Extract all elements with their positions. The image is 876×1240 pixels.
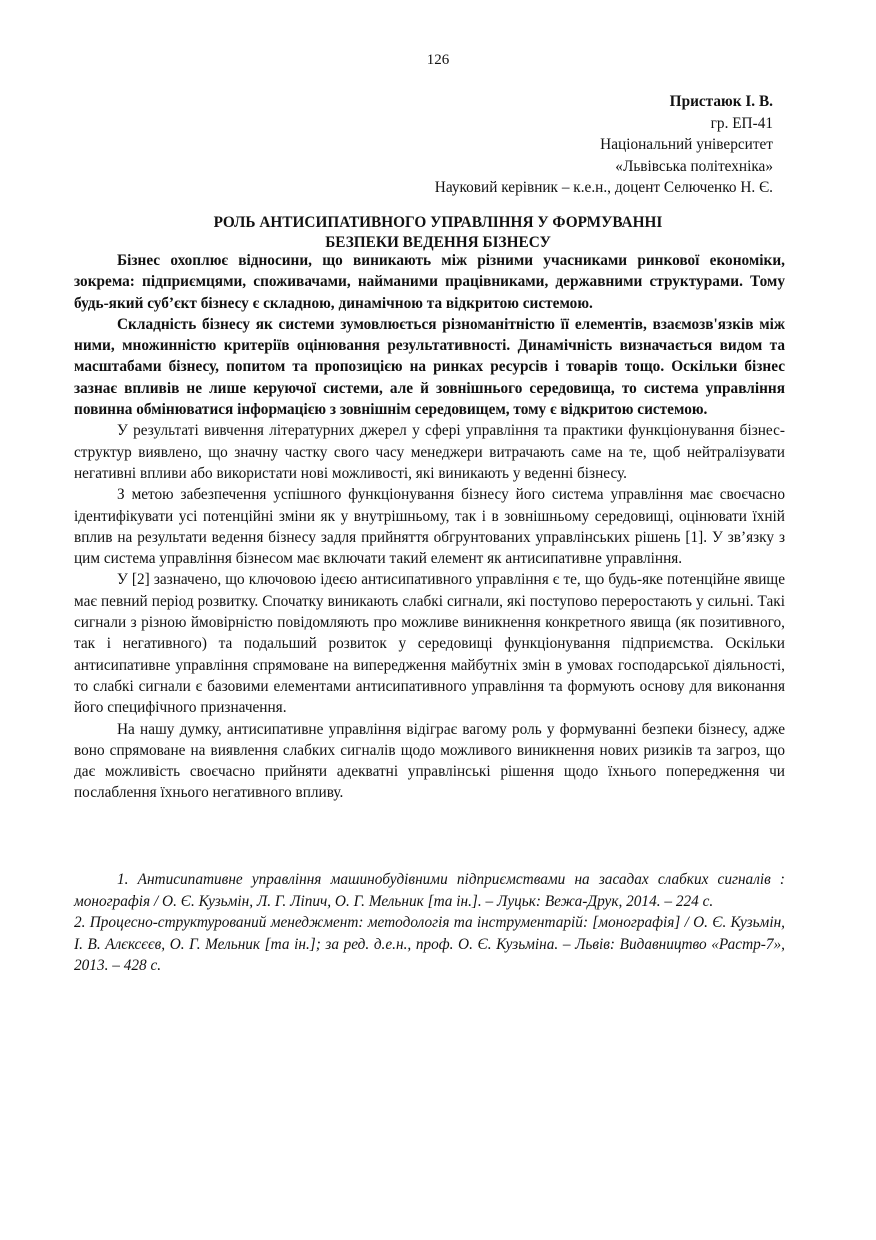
- author-university-line1: Національний університет: [600, 136, 773, 153]
- author-university-line2: «Львівська політехніка»: [615, 157, 773, 175]
- title-line-1: РОЛЬ АНТИСИПАТИВНОГО УПРАВЛІННЯ У ФОРМУВАННІ: [213, 214, 663, 231]
- article-title: [0, 213, 876, 253]
- author-group: гр. ЕП-41: [710, 114, 773, 132]
- reference-item: 2. Процесно-структурований менеджмент: методологія та інструментарій: [монографія] / О. Є. Кузьмін, І. В. Алєксєєв, О. Г. Мельник [та ін.]; за ред. д.е.н., проф. О. Є. Кузьміна. – Львів: Видавництво «Растр-7», 2013. – 428 с.: [74, 914, 785, 974]
- body-paragraph: З метою забезпечення успішного функціонування бізнесу його система управління має своєчасно ідентифікувати усі потенційні зміни як у внутрішньому, так і в зовнішньому середовищі, оцінювати їхній вплив на результати ведення бізнесу задля прийняття обгрунтованих управлінських рішень [1]. У зв’язку з цим система управління бізнесом має включати такий елемент як антисипативне управління.: [74, 486, 785, 568]
- body-paragraph: Бізнес охоплює відносини, що виникають між різними учасниками ринкової економіки, зокрема: підприємцями, споживачами, найманими працівниками, державними структурами. Тому будь-який суб’єкт бізнесу є складною, динамічною та відкритою системою.: [74, 252, 785, 312]
- author-supervisor: Науковий керівник – к.е.н., доцент Селюченко Н. Є.: [434, 179, 773, 196]
- title-line-2: БЕЗПЕКИ ВЕДЕННЯ БІЗНЕСУ: [325, 234, 551, 251]
- body-paragraph: Складність бізнесу як системи зумовлюється різноманітністю її елементів, взаємозв'язків між ними, множинністю критеріїв оцінювання результативності. Динамічність визначається видом та масштабами бізнесу, попитом та пропозицією на ринках ресурсів і товарів тощо. Оскільки бізнес зазнає впливів не лише керуючої системи, але й зовнішнього середовища, то система управління повинна обмінюватися інформацією з зовнішнім середовищем, тому є відкритою системою.: [74, 315, 785, 419]
- author-block: [435, 91, 773, 199]
- references-list: [74, 869, 785, 977]
- body-paragraph: У результаті вивчення літературних джерел у сфері управління та практики функціонування бізнес-структур виявлено, що значну частку свого часу менеджери витрачають саме на те, щоб нейтралізувати негативні впливи або використати нові можливості, які виникають у веденні бізнесу.: [74, 422, 785, 482]
- author-name: Пристаюк І. В.: [669, 93, 773, 110]
- article-body: [74, 250, 785, 804]
- body-paragraph: На нашу думку, антисипативне управління відіграє вагому роль у формуванні безпеки бізнесу, адже воно спрямоване на виявлення слабких сигналів щодо можливого виникнення нових ризиків та загроз, що дає можливість своєчасно прийняти адекватні управлінські рішення щодо їхнього попередження чи послаблення їхнього негативного впливу.: [74, 720, 785, 802]
- reference-item: 1. Антисипативне управління машинобудівними підприємствами на засадах слабких сигналів : монографія / О. Є. Кузьмін, Л. Г. Ліпич, О. Г. Мельник [та ін.]. – Луцьк: Вежа-Друк, 2014. – 224 с.: [74, 871, 785, 910]
- body-paragraph: У [2] зазначено, що ключовою ідеєю антисипативного управління є те, що будь-яке потенційне явище має певний період розвитку. Спочатку виникають слабкі сигнали, які поступово переростають у сильні. Такі сигнали з різною ймовірністю повідомляють про можливе виникнення конкретного явища (як позитивного, так і негативного) та подальший розвиток у середовищі функціонування підприємства. Оскільки антисипативне управління спрямоване на випередження майбутніх змін в умовах господарської діяльності, то слабкі сигнали є базовими елементами антисипативного управління та формують основу для виконання його специфічного призначення.: [74, 571, 785, 717]
- page-number: 126: [426, 52, 450, 68]
